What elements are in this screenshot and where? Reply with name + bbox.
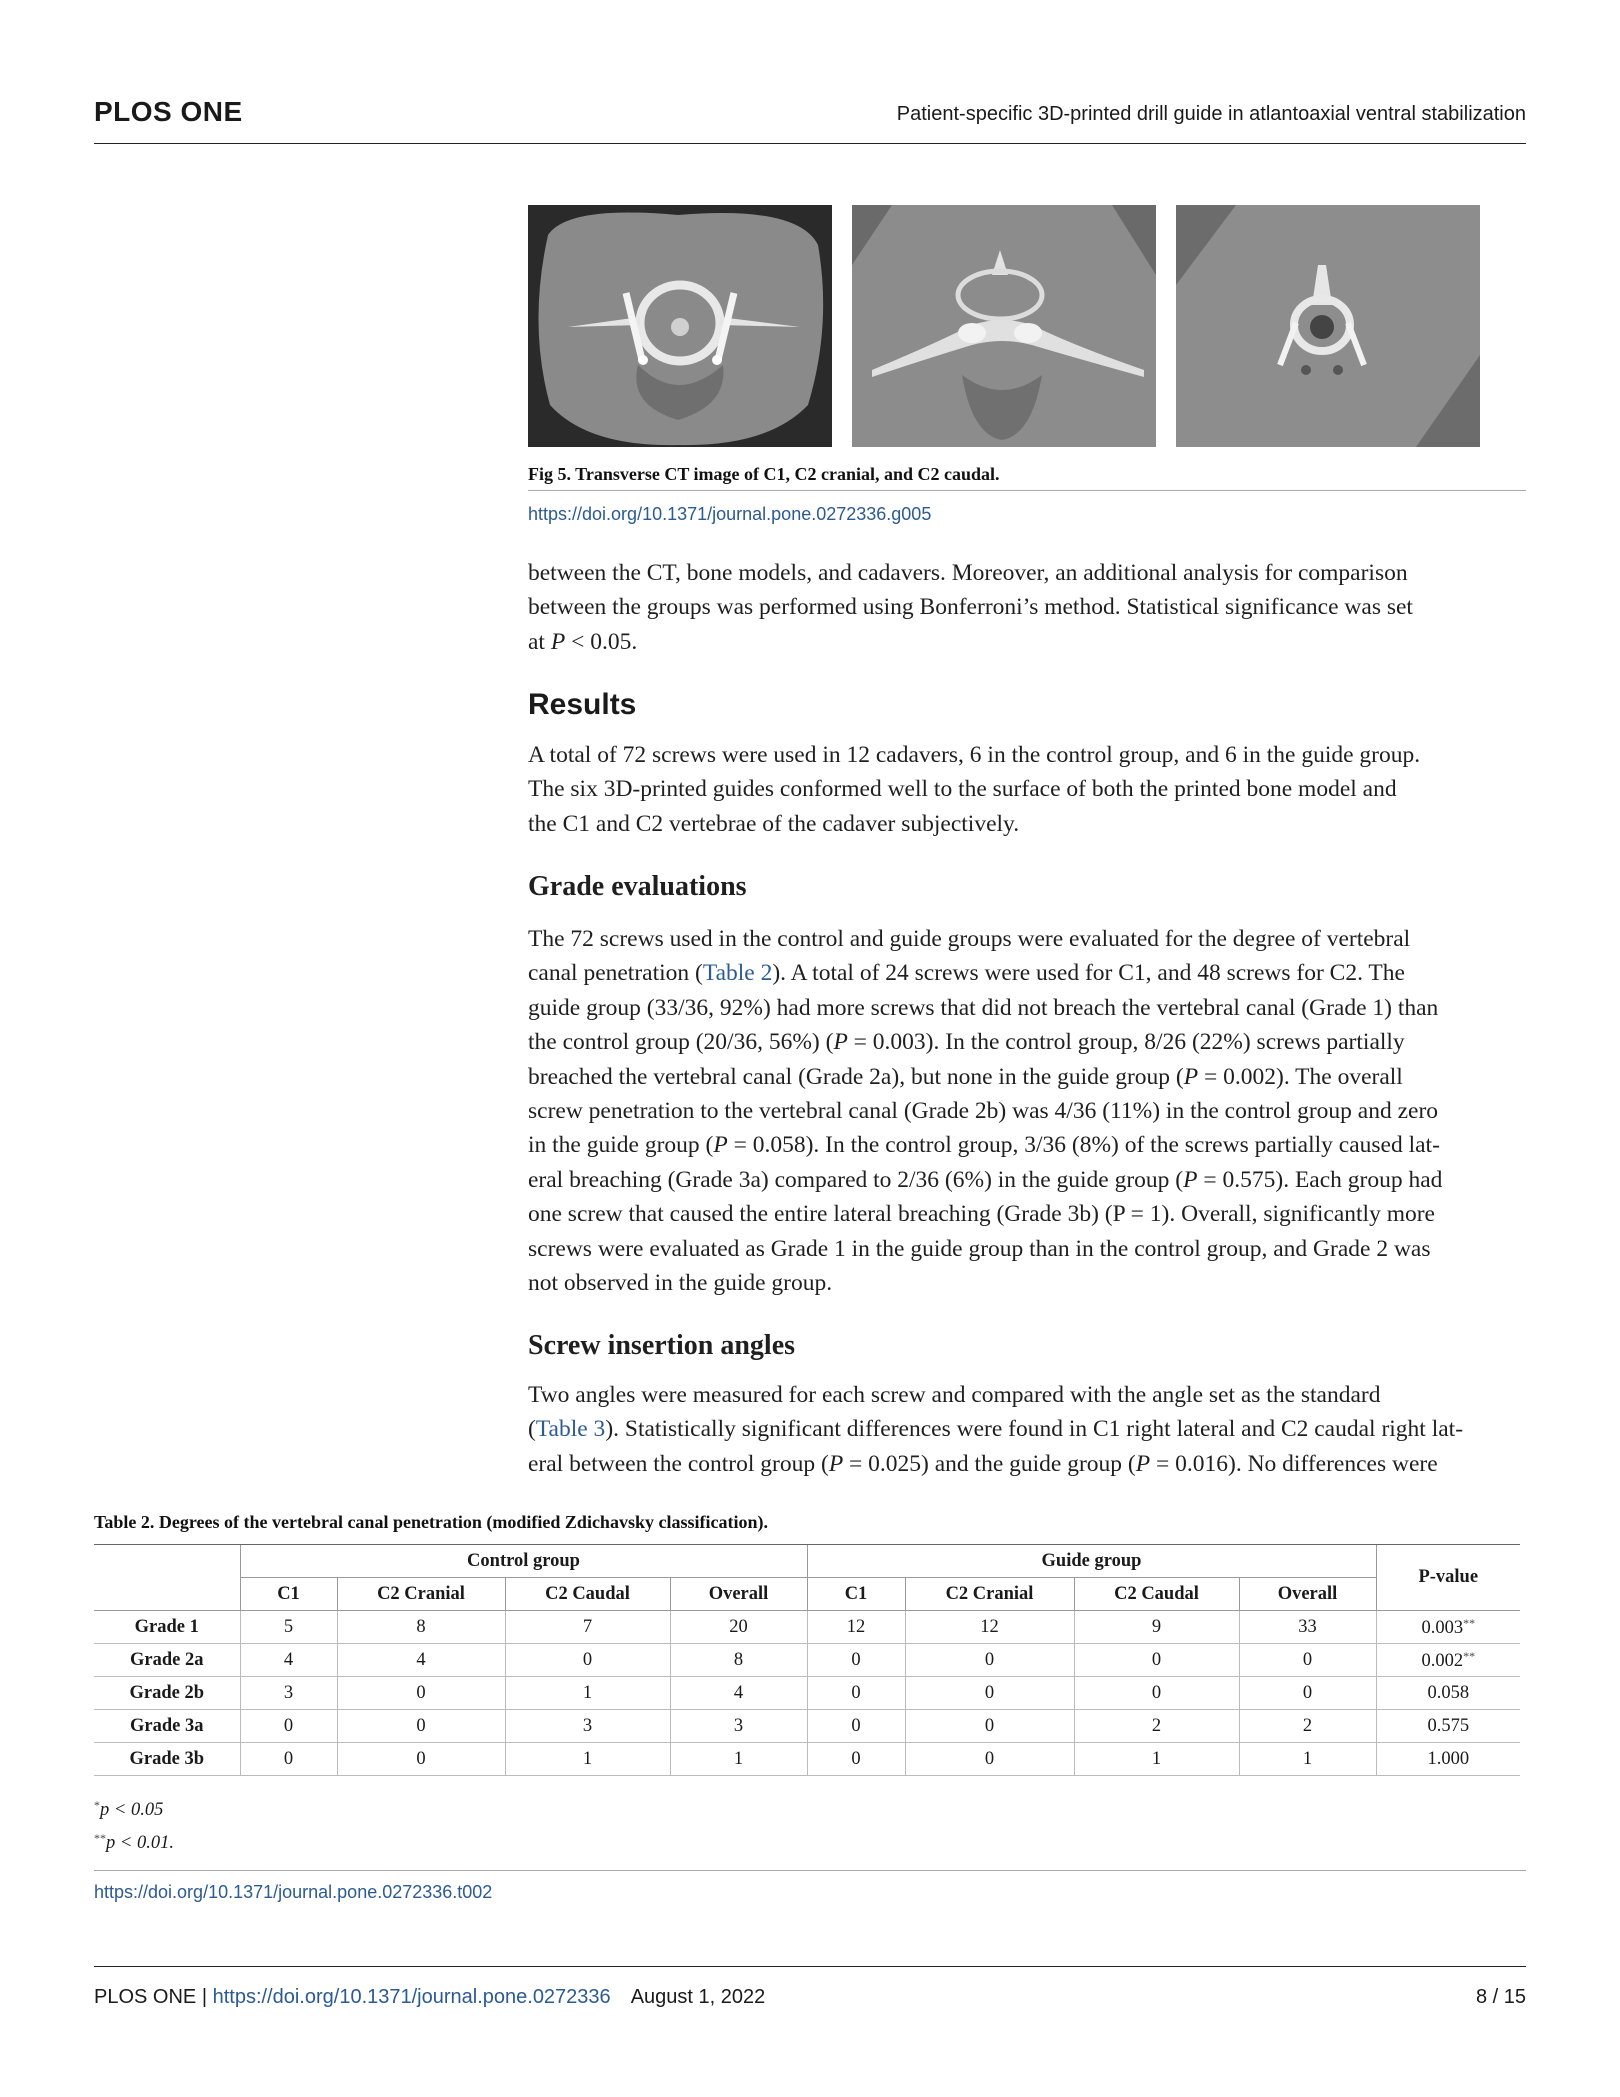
guide-group-header: Guide group bbox=[807, 1545, 1376, 1578]
footer-doi-link[interactable]: https://doi.org/10.1371/journal.pone.0272336 bbox=[212, 1986, 611, 2008]
table-cell: 0 bbox=[807, 1743, 905, 1776]
grades-table bbox=[94, 1544, 1520, 1776]
significance-marker: ** bbox=[1463, 1615, 1476, 1630]
text-line: canal penetration (Table 2). A total of 24 screws were used for C1, and 48 screws for C2. The bbox=[528, 960, 1405, 987]
column-header: C2 Caudal bbox=[505, 1578, 670, 1611]
running-title: Patient-specific 3D-printed drill guide in atlantoaxial ventral stabilization bbox=[896, 103, 1526, 125]
table-cell: 33 bbox=[1239, 1611, 1376, 1644]
header-divider bbox=[94, 143, 1526, 144]
screw-angles-paragraph bbox=[528, 1378, 1528, 1481]
figure-caption-divider bbox=[528, 490, 1526, 491]
table-cell: 20 bbox=[670, 1611, 807, 1644]
text-line: The 72 screws used in the control and guide groups were evaluated for the degree of vertebral bbox=[528, 926, 1411, 952]
table-cell: 0 bbox=[807, 1677, 905, 1710]
row-label: Grade 2a bbox=[94, 1644, 240, 1677]
text-line: eral between the control group (P = 0.025) and the guide group (P = 0.016). No differences were bbox=[528, 1450, 1438, 1477]
table-row bbox=[94, 1677, 1520, 1710]
table-cell: 0 bbox=[1239, 1677, 1376, 1710]
footer-journal: PLOS ONE bbox=[94, 1986, 197, 2008]
table-cell: 0 bbox=[905, 1677, 1074, 1710]
p-value-cell: 0.575 bbox=[1376, 1710, 1520, 1743]
text-line: Two angles were measured for each screw and compared with the angle set as the standard bbox=[528, 1382, 1381, 1408]
p-value-cell: 0.002** bbox=[1376, 1644, 1520, 1677]
table-cell: 0 bbox=[905, 1644, 1074, 1677]
row-label: Grade 3a bbox=[94, 1710, 240, 1743]
table-caption: Table 2. Degrees of the vertebral canal penetration (modified Zdichavsky classification). bbox=[94, 1512, 768, 1532]
text-line: between the CT, bone models, and cadavers. Moreover, an additional analysis for comparison bbox=[528, 560, 1408, 586]
table-cell: 0 bbox=[905, 1743, 1074, 1776]
column-header: Overall bbox=[670, 1578, 807, 1611]
column-header: C2 Cranial bbox=[905, 1578, 1074, 1611]
column-header: C2 Cranial bbox=[337, 1578, 505, 1611]
table-footnote: *p < 0.05 bbox=[94, 1798, 164, 1820]
table-cell: 4 bbox=[670, 1677, 807, 1710]
table-cell: 8 bbox=[670, 1644, 807, 1677]
column-header: C1 bbox=[240, 1578, 337, 1611]
table-cell: 2 bbox=[1239, 1710, 1376, 1743]
page-number: 8 / 15 bbox=[1475, 1986, 1526, 2008]
table-cell: 4 bbox=[337, 1644, 505, 1677]
text-line: The six 3D-printed guides conformed well to the surface of both the printed bone model and bbox=[528, 776, 1397, 803]
table-cell: 0 bbox=[240, 1743, 337, 1776]
text-line: screws were evaluated as Grade 1 in the guide group than in the control group, and Grade 2 was bbox=[528, 1235, 1431, 1262]
figure-caption: Fig 5. Transverse CT image of C1, C2 cranial, and C2 caudal. bbox=[528, 464, 1000, 484]
table-cell: 3 bbox=[240, 1677, 337, 1710]
table-3-link[interactable]: Table 3 bbox=[535, 1416, 606, 1443]
table-corner bbox=[94, 1545, 240, 1578]
text-line: one screw that caused the entire lateral breaching (Grade 3b) (P = 1). Overall, significantly more bbox=[528, 1201, 1435, 1228]
significance-marker: ** bbox=[1463, 1648, 1476, 1663]
column-header: C2 Caudal bbox=[1074, 1578, 1239, 1611]
table-cell: 1 bbox=[1074, 1743, 1239, 1776]
table-cell: 3 bbox=[670, 1710, 807, 1743]
p-value-cell: 1.000 bbox=[1376, 1743, 1520, 1776]
text-line: not observed in the guide group. bbox=[528, 1270, 833, 1297]
methods-paragraph bbox=[528, 556, 1528, 659]
table-cell: 9 bbox=[1074, 1611, 1239, 1644]
table-cell: 0 bbox=[337, 1743, 505, 1776]
table-cell: 2 bbox=[1074, 1710, 1239, 1743]
control-group-header: Control group bbox=[240, 1545, 807, 1578]
table-cell: 0 bbox=[240, 1710, 337, 1743]
p-value-cell: 0.058 bbox=[1376, 1677, 1520, 1710]
table-row bbox=[94, 1644, 1520, 1677]
table-cell: 0 bbox=[905, 1710, 1074, 1743]
table-cell: 12 bbox=[807, 1611, 905, 1644]
publication-date: August 1, 2022 bbox=[630, 1986, 766, 2008]
results-paragraph bbox=[528, 738, 1528, 841]
ct-image-c2-cranial bbox=[852, 205, 1156, 447]
row-label: Grade 2b bbox=[94, 1677, 240, 1710]
text-line: between the groups was performed using Bonferroni’s method. Statistical significance was set bbox=[528, 594, 1413, 621]
screw-angles-heading: Screw insertion angles bbox=[528, 1330, 796, 1361]
footer-divider bbox=[94, 1966, 1526, 1967]
p-value-cell: 0.003** bbox=[1376, 1611, 1520, 1644]
text-line: guide group (33/36, 92%) had more screws that did not breach the vertebral canal (Grade 1) than bbox=[528, 994, 1439, 1021]
ct-image-c1 bbox=[528, 205, 832, 447]
grade-evaluations-heading: Grade evaluations bbox=[528, 871, 747, 902]
table-cell: 3 bbox=[505, 1710, 670, 1743]
table-cell: 7 bbox=[505, 1611, 670, 1644]
figure-5 bbox=[528, 205, 1480, 447]
text-line: breached the vertebral canal (Grade 2a), but none in the guide group (P = 0.002). The overall bbox=[528, 1063, 1403, 1090]
text-line: at P < 0.05. bbox=[528, 628, 638, 655]
table-cell: 0 bbox=[1239, 1644, 1376, 1677]
text-line: the C1 and C2 vertebrae of the cadaver subjectively. bbox=[528, 810, 1020, 837]
results-heading: Results bbox=[528, 688, 637, 721]
table-row bbox=[94, 1710, 1520, 1743]
column-header: C1 bbox=[807, 1578, 905, 1611]
row-label: Grade 3b bbox=[94, 1743, 240, 1776]
text-line: eral breaching (Grade 3a) compared to 2/36 (6%) in the guide group (P = 0.575). Each group had bbox=[528, 1166, 1443, 1193]
text-line: screw penetration to the vertebral canal (Grade 2b) was 4/36 (11%) in the control group and zero bbox=[528, 1098, 1439, 1125]
table-cell: 0 bbox=[807, 1710, 905, 1743]
table-cell: 5 bbox=[240, 1611, 337, 1644]
table-cell: 1 bbox=[505, 1743, 670, 1776]
ct-image-c2-caudal bbox=[1176, 205, 1480, 447]
table-row bbox=[94, 1611, 1520, 1644]
row-label: Grade 1 bbox=[94, 1611, 240, 1644]
table-row bbox=[94, 1743, 1520, 1776]
table-cell: 12 bbox=[905, 1611, 1074, 1644]
table-cell: 1 bbox=[670, 1743, 807, 1776]
text-line: in the guide group (P = 0.058). In the control group, 3/36 (8%) of the screws partially caused lat- bbox=[528, 1132, 1440, 1159]
text-line: the control group (20/36, 56%) (P = 0.003). In the control group, 8/26 (22%) screws partially bbox=[528, 1029, 1405, 1056]
table-footnote: **p < 0.01. bbox=[94, 1831, 174, 1853]
table-doi-link[interactable]: https://doi.org/10.1371/journal.pone.0272336.t002 bbox=[94, 1882, 493, 1902]
table-cell: 0 bbox=[1074, 1677, 1239, 1710]
table-cell: 1 bbox=[505, 1677, 670, 1710]
table-cell: 1 bbox=[1239, 1743, 1376, 1776]
row-label-header bbox=[94, 1578, 240, 1611]
text-line: (Table 3). Statistically significant differences were found in C1 right lateral and C2 caudal right lat- bbox=[528, 1416, 1464, 1443]
table-2-link[interactable]: Table 2 bbox=[702, 960, 773, 987]
grade-evaluations-paragraph bbox=[528, 922, 1528, 1300]
table-cell: 0 bbox=[337, 1710, 505, 1743]
table-cell: 0 bbox=[807, 1644, 905, 1677]
table-footnote-divider bbox=[94, 1870, 1526, 1871]
footer: PLOS ONE | https://doi.org/10.1371/journal.pone.0272336 August 1, 2022 bbox=[94, 1986, 766, 2008]
figure-doi-link[interactable]: https://doi.org/10.1371/journal.pone.0272336.g005 bbox=[528, 504, 932, 524]
text-line: A total of 72 screws were used in 12 cadavers, 6 in the control group, and 6 in the guide group. bbox=[528, 742, 1421, 768]
table-cell: 4 bbox=[240, 1644, 337, 1677]
column-header: Overall bbox=[1239, 1578, 1376, 1611]
table-cell: 0 bbox=[337, 1677, 505, 1710]
table-cell: 0 bbox=[1074, 1644, 1239, 1677]
table-cell: 8 bbox=[337, 1611, 505, 1644]
table-cell: 0 bbox=[505, 1644, 670, 1677]
p-value-header: P-value bbox=[1376, 1545, 1520, 1611]
journal-name: PLOS ONE bbox=[94, 96, 243, 127]
